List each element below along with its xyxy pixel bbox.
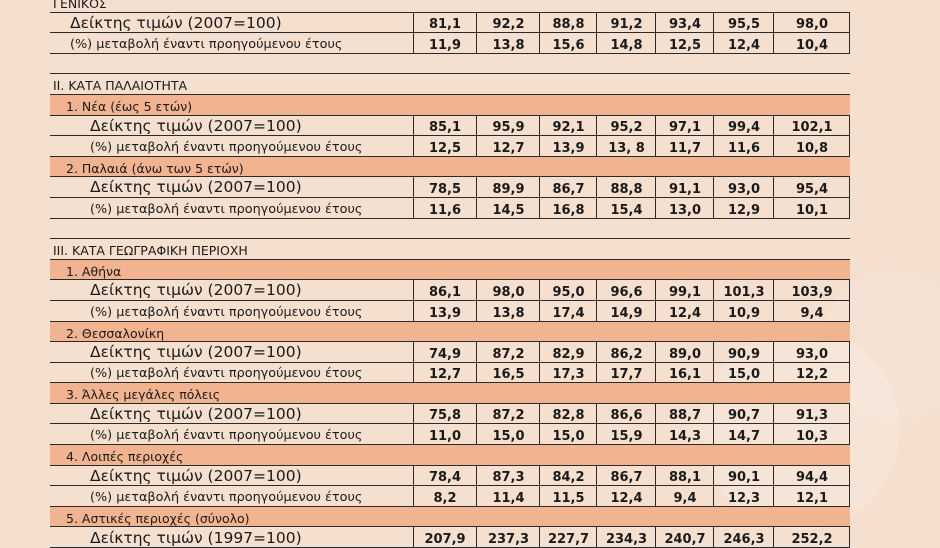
cell-value: 10,9	[727, 305, 761, 321]
index-row	[50, 527, 850, 548]
row-label: Δείκτης τιμών (2007=100)	[90, 116, 302, 135]
table-cell	[540, 301, 597, 322]
cell-value: 12,2	[795, 367, 829, 383]
cell-value: 88,8	[610, 181, 643, 197]
table-cell	[656, 342, 714, 363]
cell-value: 17,4	[552, 305, 585, 321]
section-header-row	[50, 0, 850, 13]
table-cell	[597, 486, 656, 507]
table-cell	[540, 342, 597, 363]
subsection-row	[50, 445, 850, 466]
index-row	[50, 116, 850, 137]
cell-value: 13,9	[552, 140, 585, 156]
percent-change-row	[50, 424, 850, 445]
cell-value: 99,1	[668, 284, 702, 300]
table-cell	[774, 301, 850, 322]
cell-value: 85,1	[428, 120, 462, 136]
table-cell	[774, 486, 850, 507]
value-cells	[413, 424, 850, 445]
cell-value: 93,0	[795, 346, 829, 362]
table-cell	[774, 33, 850, 54]
cell-value: 17,3	[552, 367, 585, 383]
value-cells	[413, 13, 850, 34]
table-cell	[656, 404, 714, 425]
table-cell	[540, 177, 597, 198]
cell-value: 95,4	[795, 181, 829, 197]
cell-value: 99,4	[727, 120, 761, 136]
table-cell	[714, 466, 774, 487]
cell-value: 95,2	[610, 120, 643, 136]
cell-value: 14,3	[668, 429, 702, 445]
cell-value: 78,4	[428, 470, 462, 486]
index-row	[50, 342, 850, 363]
cell-value: 91,2	[610, 17, 643, 33]
percent-change-row	[50, 363, 850, 384]
table-cell	[413, 136, 477, 157]
table-cell	[540, 486, 597, 507]
table-cell	[477, 527, 540, 548]
cell-value: 87,2	[492, 346, 525, 362]
table-cell	[540, 280, 597, 301]
percent-change-row	[50, 33, 850, 54]
table-cell	[714, 33, 774, 54]
cell-value: 11,7	[668, 140, 702, 156]
table-cell	[540, 136, 597, 157]
cell-value: 9,4	[673, 490, 697, 506]
table-cell	[477, 177, 540, 198]
cell-value: 16,1	[668, 367, 702, 383]
value-cells	[413, 466, 850, 487]
cell-value: 88,1	[668, 470, 702, 486]
cell-value: 86,7	[552, 181, 585, 197]
cell-value: 12,3	[727, 490, 761, 506]
table-cell	[656, 424, 714, 445]
table-cell	[656, 280, 714, 301]
table-cell	[774, 342, 850, 363]
row-label: Δείκτης τιμών (2007=100)	[90, 466, 302, 485]
value-cells	[413, 177, 850, 198]
cell-value: 11,5	[552, 490, 585, 506]
cell-value: 89,9	[492, 181, 525, 197]
cell-value: 14,7	[727, 429, 761, 445]
cell-value: 86,6	[610, 408, 643, 424]
cell-value: 86,2	[610, 346, 643, 362]
cell-value: 88,7	[668, 408, 702, 424]
cell-value: 10,8	[795, 140, 829, 156]
table-cell	[477, 280, 540, 301]
table-cell	[656, 116, 714, 137]
row-label: 1. Νέα (έως 5 ετών)	[66, 99, 193, 115]
cell-value: 98,0	[492, 284, 525, 300]
cell-value: 12,9	[727, 202, 761, 218]
price-index-table	[50, 0, 850, 548]
table-cell	[656, 136, 714, 157]
percent-change-row	[50, 301, 850, 322]
table-cell	[413, 342, 477, 363]
value-cells	[413, 136, 850, 157]
table-cell	[413, 13, 477, 34]
index-row	[50, 177, 850, 198]
table-cell	[597, 342, 656, 363]
table-cell	[477, 466, 540, 487]
table-cell	[714, 404, 774, 425]
table-cell	[597, 301, 656, 322]
table-cell	[413, 116, 477, 137]
row-label: III. ΚΑΤΑ ΓΕΩΓΡΑΦΙΚΗ ΠΕΡΙΟΧΗ	[53, 243, 248, 259]
value-cells	[413, 301, 850, 322]
cell-value: 90,1	[727, 470, 761, 486]
cell-value: 88,8	[552, 17, 585, 33]
table-cell	[477, 198, 540, 219]
cell-value: 12,4	[668, 305, 702, 321]
cell-value: 96,6	[610, 284, 643, 300]
cell-value: 12,4	[727, 37, 761, 53]
cell-value: 90,7	[727, 408, 761, 424]
table-cell	[413, 301, 477, 322]
table-cell	[540, 13, 597, 34]
subsection-row	[50, 260, 850, 281]
cell-value: 13, 8	[608, 140, 645, 156]
table-cell	[597, 527, 656, 548]
table-cell	[597, 404, 656, 425]
cell-value: 240,7	[664, 532, 706, 548]
table-cell	[656, 466, 714, 487]
table-cell	[540, 363, 597, 384]
row-label: 4. Λοιπές περιοχές	[66, 449, 184, 465]
row-label: (%) μεταβολή έναντι προηγούμενου έτους	[90, 428, 363, 444]
cell-value: 86,1	[428, 284, 462, 300]
table-cell	[774, 116, 850, 137]
cell-value: 10,1	[795, 202, 829, 218]
table-cell	[714, 486, 774, 507]
table-cell	[774, 527, 850, 548]
table-cell	[597, 13, 656, 34]
cell-value: 102,1	[791, 120, 833, 136]
cell-value: 12,7	[492, 140, 525, 156]
subsection-row	[50, 322, 850, 343]
cell-value: 14,5	[492, 202, 525, 218]
cell-value: 98,0	[795, 17, 829, 33]
table-cell	[774, 177, 850, 198]
row-label: 5. Αστικές περιοχές (σύνολο)	[66, 510, 250, 526]
table-cell	[413, 363, 477, 384]
value-cells	[413, 527, 850, 548]
cell-value: 14,9	[610, 305, 643, 321]
table-cell	[774, 466, 850, 487]
table-cell	[656, 177, 714, 198]
cell-value: 13,8	[492, 305, 525, 321]
table-cell	[540, 404, 597, 425]
cell-value: 252,2	[791, 532, 833, 548]
table-cell	[656, 198, 714, 219]
cell-value: 207,9	[424, 532, 466, 548]
subsection-row	[50, 95, 850, 116]
table-cell	[714, 424, 774, 445]
value-cells	[413, 404, 850, 425]
table-cell	[597, 424, 656, 445]
cell-value: 15,0	[552, 429, 585, 445]
cell-value: 237,3	[487, 532, 530, 548]
index-row	[50, 280, 850, 301]
row-label: 2. Παλαιά (άνω των 5 ετών)	[66, 160, 244, 176]
table-cell	[774, 280, 850, 301]
cell-value: 11,0	[428, 429, 462, 445]
row-label: (%) μεταβολή έναντι προηγούμενου έτους	[90, 304, 363, 320]
index-row	[50, 13, 850, 34]
table-cell	[597, 136, 656, 157]
table-cell	[413, 33, 477, 54]
cell-value: 95,5	[727, 17, 761, 33]
row-label: (%) μεταβολή έναντι προηγούμενου έτους	[90, 366, 363, 382]
cell-value: 11,6	[428, 202, 462, 218]
cell-value: 11,6	[727, 140, 761, 156]
cell-value: 92,1	[552, 120, 585, 136]
table-cell	[597, 198, 656, 219]
cell-value: 8,2	[433, 490, 457, 506]
row-label: Δείκτης τιμών (2007=100)	[70, 13, 282, 32]
table-cell	[714, 177, 774, 198]
row-label: Δείκτης τιμών (1997=100)	[90, 528, 302, 547]
row-label: 3. Άλλες μεγάλες πόλεις	[66, 387, 221, 403]
table-cell	[597, 177, 656, 198]
table-cell	[477, 136, 540, 157]
value-cells	[413, 116, 850, 137]
table-cell	[477, 116, 540, 137]
table-cell	[477, 363, 540, 384]
table-cell	[540, 116, 597, 137]
row-label: Δείκτης τιμών (2007=100)	[90, 281, 302, 300]
cell-value: 15,9	[610, 429, 643, 445]
cell-value: 17,7	[610, 367, 643, 383]
spacer-row	[50, 219, 850, 240]
table-cell	[714, 136, 774, 157]
cell-value: 94,4	[795, 470, 829, 486]
value-cells	[413, 486, 850, 507]
table-cell	[477, 486, 540, 507]
table-cell	[477, 342, 540, 363]
value-cells	[413, 198, 850, 219]
cell-value: 82,8	[552, 408, 585, 424]
table-cell	[656, 13, 714, 34]
cell-value: 86,7	[610, 470, 643, 486]
percent-change-row	[50, 198, 850, 219]
row-label: Δείκτης τιμών (2007=100)	[90, 404, 302, 423]
table-cell	[774, 404, 850, 425]
cell-value: 11,9	[428, 37, 462, 53]
table-cell	[774, 198, 850, 219]
cell-value: 91,1	[668, 181, 702, 197]
cell-value: 227,7	[547, 532, 590, 548]
table-cell	[413, 527, 477, 548]
table-cell	[540, 424, 597, 445]
table-cell	[597, 280, 656, 301]
table-cell	[540, 466, 597, 487]
row-label: (%) μεταβολή έναντι προηγούμενου έτους	[70, 36, 343, 52]
cell-value: 15,6	[552, 37, 585, 53]
row-label: 2. Θεσσαλονίκη	[66, 325, 165, 341]
table-cell	[656, 33, 714, 54]
table-cell	[714, 116, 774, 137]
table-cell	[597, 466, 656, 487]
cell-value: 95,0	[552, 284, 585, 300]
value-cells	[413, 33, 850, 54]
cell-value: 12,7	[428, 367, 462, 383]
cell-value: 16,5	[492, 367, 525, 383]
section-header-row	[50, 74, 850, 95]
cell-value: 89,0	[668, 346, 702, 362]
cell-value: 81,1	[428, 17, 462, 33]
subsection-row	[50, 383, 850, 404]
table-cell	[597, 116, 656, 137]
table-cell	[656, 527, 714, 548]
table-cell	[656, 486, 714, 507]
row-label: Δείκτης τιμών (2007=100)	[90, 178, 302, 197]
table-cell	[477, 404, 540, 425]
row-label: 1. Αθήνα	[66, 263, 122, 279]
cell-value: 13,0	[668, 202, 702, 218]
cell-value: 87,3	[492, 470, 525, 486]
cell-value: 82,9	[552, 346, 585, 362]
cell-value: 95,9	[492, 120, 525, 136]
cell-value: 12,4	[610, 490, 643, 506]
cell-value: 10,4	[795, 37, 829, 53]
table-cell	[714, 342, 774, 363]
percent-change-row	[50, 486, 850, 507]
cell-value: 74,9	[428, 346, 462, 362]
cell-value: 14,8	[610, 37, 643, 53]
table-cell	[774, 363, 850, 384]
cell-value: 97,1	[668, 120, 702, 136]
percent-change-row	[50, 136, 850, 157]
cell-value: 12,5	[428, 140, 462, 156]
table-cell	[714, 198, 774, 219]
cell-value: 9,4	[800, 305, 824, 321]
cell-value: 91,3	[795, 408, 829, 424]
table-cell	[714, 13, 774, 34]
table-cell	[774, 13, 850, 34]
table-cell	[413, 466, 477, 487]
index-row	[50, 404, 850, 425]
table-cell	[774, 424, 850, 445]
value-cells	[413, 342, 850, 363]
table-cell	[714, 363, 774, 384]
table-cell	[413, 280, 477, 301]
cell-value: 13,9	[428, 305, 462, 321]
cell-value: 78,5	[428, 181, 462, 197]
cell-value: 90,9	[727, 346, 761, 362]
value-cells	[413, 363, 850, 384]
table-cell	[540, 527, 597, 548]
spacer-row	[50, 54, 850, 75]
subsection-row	[50, 507, 850, 528]
table-cell	[597, 363, 656, 384]
cell-value: 15,0	[727, 367, 761, 383]
table-cell	[656, 363, 714, 384]
row-label: ΓΕΝΙΚΟΣ	[53, 0, 107, 12]
table-cell	[656, 301, 714, 322]
index-row	[50, 466, 850, 487]
table-cell	[540, 33, 597, 54]
cell-value: 84,2	[552, 470, 585, 486]
cell-value: 12,5	[668, 37, 702, 53]
table-cell	[714, 280, 774, 301]
cell-value: 15,0	[492, 429, 525, 445]
table-cell	[477, 424, 540, 445]
cell-value: 246,3	[723, 532, 765, 548]
cell-value: 16,8	[552, 202, 585, 218]
table-cell	[413, 177, 477, 198]
table-cell	[477, 301, 540, 322]
table-cell	[477, 13, 540, 34]
table-cell	[413, 198, 477, 219]
cell-value: 13,8	[492, 37, 525, 53]
table-cell	[413, 404, 477, 425]
table-cell	[540, 198, 597, 219]
cell-value: 92,2	[492, 17, 525, 33]
cell-value: 101,3	[723, 284, 765, 300]
table-cell	[413, 424, 477, 445]
cell-value: 234,3	[605, 532, 648, 548]
cell-value: 75,8	[428, 408, 462, 424]
cell-value: 93,0	[727, 181, 761, 197]
table-cell	[413, 486, 477, 507]
row-label: Δείκτης τιμών (2007=100)	[90, 343, 302, 362]
cell-value: 15,4	[610, 202, 643, 218]
table-cell	[597, 33, 656, 54]
row-label: (%) μεταβολή έναντι προηγούμενου έτους	[90, 490, 363, 506]
value-cells	[413, 280, 850, 301]
table-cell	[477, 33, 540, 54]
table-cell	[774, 136, 850, 157]
cell-value: 12,1	[795, 490, 829, 506]
row-label: II. ΚΑΤΑ ΠΑΛΑΙΟΤΗΤΑ	[53, 78, 188, 94]
subsection-row	[50, 157, 850, 178]
cell-value: 87,2	[492, 408, 525, 424]
table-cell	[714, 301, 774, 322]
cell-value: 103,9	[791, 284, 833, 300]
cell-value: 11,4	[492, 490, 525, 506]
table-cell	[714, 527, 774, 548]
section-header-row	[50, 239, 850, 260]
row-label: (%) μεταβολή έναντι προηγούμενου έτους	[90, 201, 363, 217]
row-label: (%) μεταβολή έναντι προηγούμενου έτους	[90, 139, 363, 155]
cell-value: 93,4	[668, 17, 702, 33]
cell-value: 10,3	[795, 429, 829, 445]
